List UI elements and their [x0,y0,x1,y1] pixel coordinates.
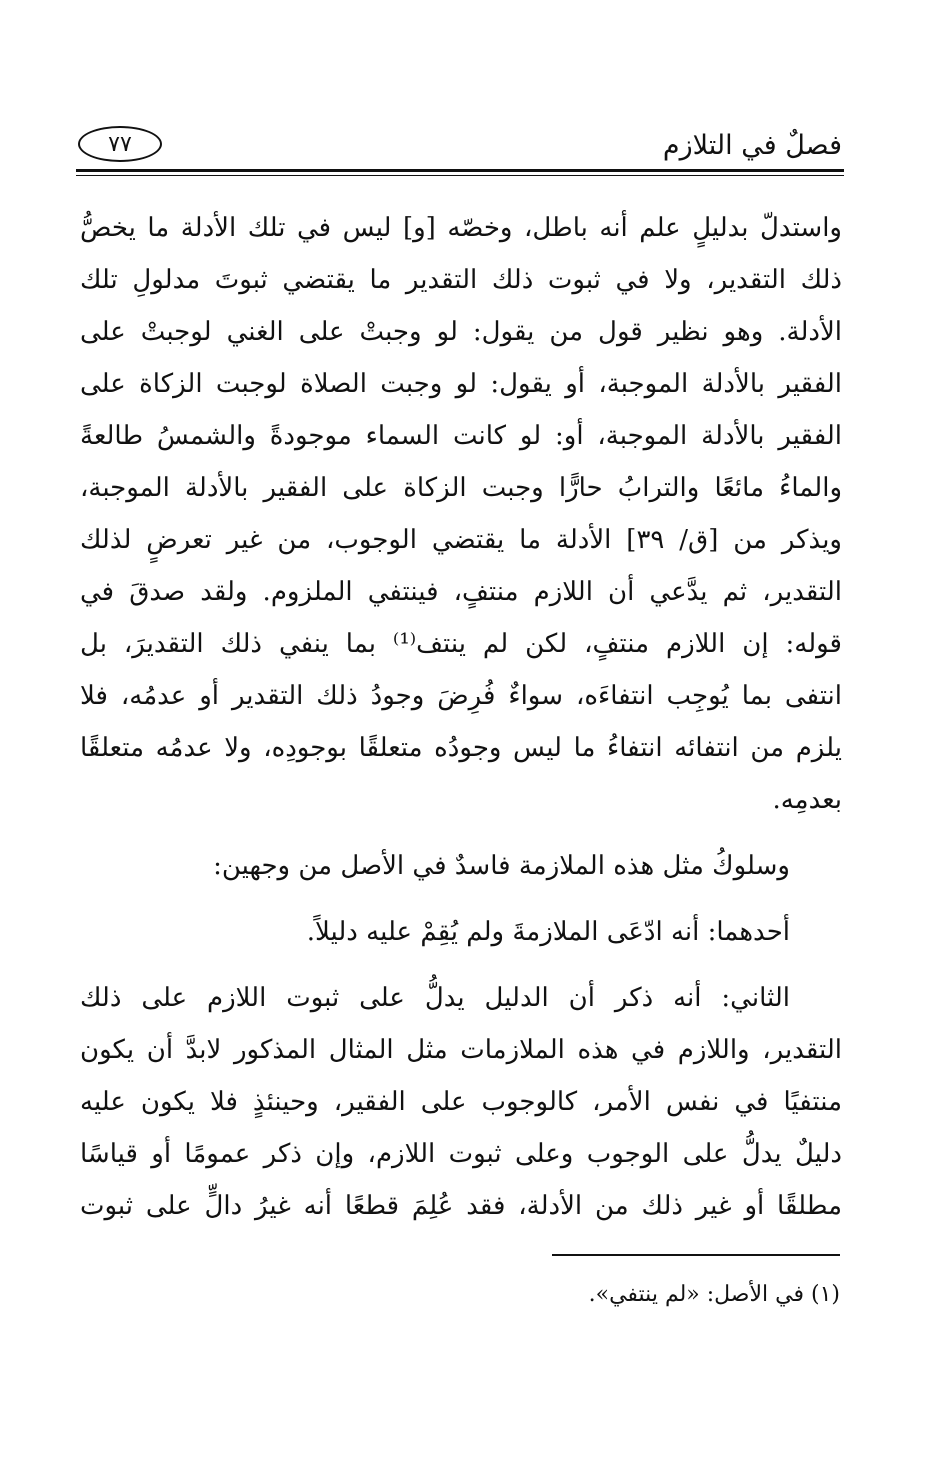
text-line: بعدمِه. [772,785,842,815]
text-line: والماءُ مائعًا والترابُ حارًّا وجبت الزكاة على الفقير بالأدلة الموجبة، [80,473,842,503]
text-line: انتفى بما يُوجِب انتفاءَه، سواءٌ فُرِضَ وجودُ ذلك التقدير أو عدمُه، فلا [80,681,842,711]
text-line: يلزم من انتفائه انتفاءُ ما ليس وجودُه متعلقًا بوجودِه، ولا عدمُه متعلقًا [80,733,842,763]
text-line: الفقير بالأدلة الموجبة، أو: لو كانت السماء موجودةً والشمسُ طالعةً [80,421,842,451]
paragraph-3: أحدهما: أنه ادّعَى الملازمةَ ولم يُقِمْ عليه دليلاً. [306,917,790,947]
text-line: مطلقًا أو غير ذلك من الأدلة، فقد عُلِمَ قطعًا أنه غيرُ دالٍّ على ثبوت [80,1191,842,1221]
text-line: التقدير، ثم يدَّعي أن اللازم منتفٍ، فينتفي الملزوم. ولقد صدقَ في [80,577,842,607]
text-line: الثاني: أنه ذكر أن الدليل يدلُّ على ثبوت اللازم على ذلك [80,983,790,1013]
body-text [80,202,842,1232]
text-line: واستدلّ بدليلٍ علم أنه باطل، وخصّه [و] ليس في تلك الأدلة ما يخصُّ [80,213,842,243]
page-number: ٧٧ [78,126,162,162]
footnote-rule [552,1254,840,1256]
text-line: ذلك التقدير، ولا في ثبوت ذلك التقدير ما يقتضي ثبوتَ مدلولِ تلك [80,265,842,295]
text-line: الأدلة. وهو نظير قول من يقول: لو وجبتْ على الغني لوجبتْ على [80,317,842,347]
header-rule-thin [76,175,844,176]
text-line: قوله: إن اللازم منتفٍ، لكن لم ينتف⁽¹⁾ بما ينفي ذلك التقديرَ، بل [80,629,842,659]
text-line: منتفيًا في نفس الأمر، كالوجوب على الفقير، وحينئذٍ فلا يكون عليه [80,1087,842,1117]
paragraph-1 [80,202,842,826]
running-title: فصلٌ في التلازم [662,130,842,161]
text-line: دليلٌ يدلُّ على الوجوب وعلى ثبوت اللازم، وإن ذكر عمومًا أو قياسًا [80,1139,842,1169]
header-rule-thick [76,169,844,172]
text-line: الفقير بالأدلة الموجبة، أو يقول: لو وجبت الصلاة لوجبت الزكاة على [80,369,842,399]
footnote: (١) في الأصل: «لم ينتفي». [588,1282,840,1307]
paragraph-2: وسلوكُ مثل هذه الملازمة فاسدٌ في الأصل من وجهين: [213,851,790,881]
text-line: التقدير، واللازم في هذه الملازمات مثل المثال المذكور لابدَّ أن يكون [80,1035,842,1065]
paragraph-4 [80,972,842,1232]
text-line: ويذكر من [ق/ ٣٩] الأدلة ما يقتضي الوجوب، من غير تعرضٍ لذلك [80,525,842,555]
